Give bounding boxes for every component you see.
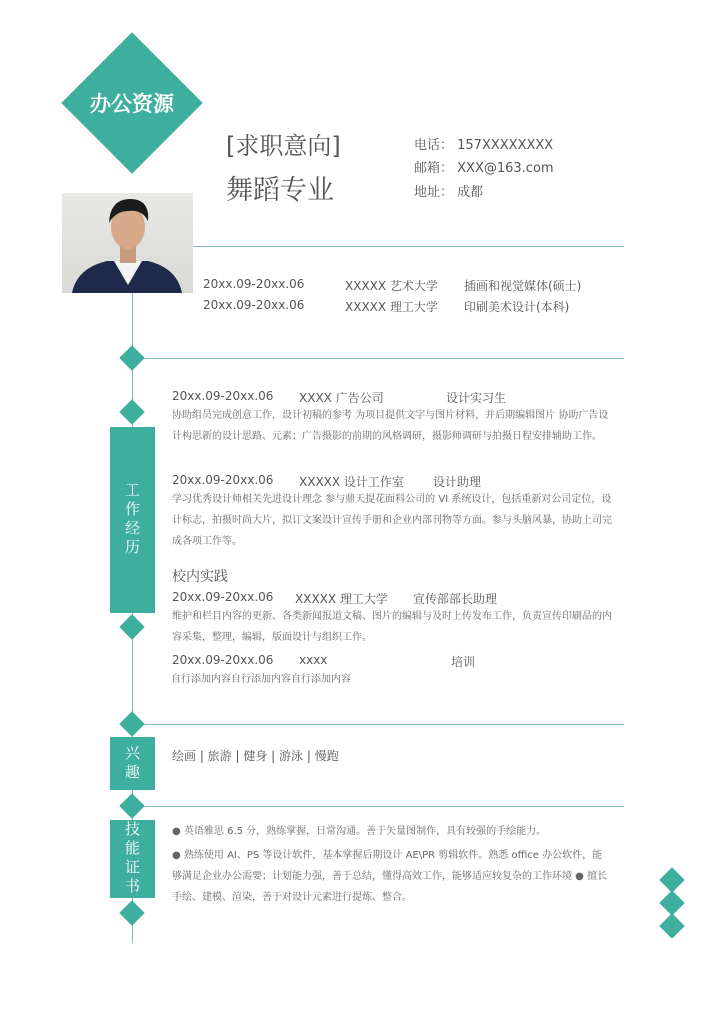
diamond-icon — [119, 711, 144, 736]
email: 邮箱： XXX@163.com — [414, 161, 554, 176]
campus-desc: 自行添加内容自行添加内容自行添加内容 — [171, 674, 351, 685]
interests-text: 绘画 | 旅游 | 健身 | 游泳 | 慢跑 — [172, 749, 339, 763]
major: 舞蹈专业 — [226, 175, 334, 206]
diamond-icon — [659, 867, 684, 892]
campus-role: 宣传部部长助理 — [413, 592, 498, 606]
work-org: XXXX 广告公司 — [299, 391, 384, 405]
campus-role: 培训 — [451, 655, 476, 669]
work-desc: 协助组员完成创意工作，设计初稿的参考 为项目提供文字与图片材料，并后期编辑图片 协助广告设计构思新的设计思路、元素；广告摄影的前期的风格调研，摄影师调研与拍摄日程安排辅助工作。 — [172, 410, 609, 442]
diamond-icon — [119, 793, 144, 818]
skills-line-1: ● 英语雅思 6.5 分，熟练掌握，日常沟通。善于矢量图制作，具有较强的手绘能力。 — [172, 826, 547, 837]
skills-line-2: ● 熟练使用 AI、PS 等设计软件，基本掌握后期设计 AE\PR 剪辑软件。熟悉 office 办公软件，能够满足企业办公需要；计划能力强，善于总结，懂得高效工作，能够适应较复杂的工作环境 ● 擅长手绘、建模、渲染，善于对设计元素进行提炼、整合。 — [172, 850, 608, 903]
divider — [140, 358, 624, 359]
diamond-icon — [659, 890, 684, 915]
campus-date: 20xx.09-20xx.06 — [172, 590, 274, 604]
divider — [140, 806, 624, 807]
campus-date: 20xx.09-20xx.06 — [172, 653, 274, 667]
diamond-icon — [119, 900, 144, 925]
diamond-icon — [119, 345, 144, 370]
phone: 电话： 157XXXXXXXX — [414, 138, 554, 153]
edu-degree: 印刷美术设计(本科) — [464, 300, 570, 314]
profile-photo — [62, 193, 193, 293]
campus-org: xxxx — [299, 653, 328, 667]
campus-org: XXXXX 理工大学 — [295, 592, 388, 606]
section-label-interests: 兴趣 — [110, 737, 155, 790]
edu-date: 20xx.09-20xx.06 — [203, 298, 305, 312]
section-label-work: 工作经历 — [110, 427, 155, 613]
edu-school: XXXXX 艺术大学 — [345, 279, 438, 293]
campus-desc: 维护和栏目内容的更新、各类新闻报道文稿、图片的编辑与及时上传发布工作，负责宣传印刷品的内容采集，整理，编辑，版面设计与组织工作。 — [172, 611, 612, 643]
person-portrait-icon — [62, 193, 193, 293]
job-intent-label: [求职意向] — [226, 132, 341, 160]
work-role: 设计实习生 — [446, 391, 507, 405]
address: 地址： 成都 — [414, 185, 484, 200]
diamond-icon — [659, 913, 684, 938]
edu-school: XXXXX 理工大学 — [345, 300, 438, 314]
divider — [140, 724, 624, 725]
edu-degree: 插画和视觉媒体(硕士) — [464, 279, 582, 293]
work-role: 设计助理 — [433, 475, 482, 489]
divider — [193, 246, 624, 247]
work-date: 20xx.09-20xx.06 — [172, 473, 274, 487]
logo-text: 办公资源 — [90, 91, 174, 116]
work-date: 20xx.09-20xx.06 — [172, 389, 274, 403]
campus-title: 校内实践 — [172, 569, 228, 585]
work-desc: 学习优秀设计师相关先进设计理念 参与鼎天提花面料公司的 VI 系统设计，包括重新对公司定位，设计标志，拍摄时尚大片，拟订文案设计宣传手册和企业内部刊物等方面。参与头脑风暴，协助上司完成各项工作等。 — [172, 494, 612, 547]
section-label-skills: 技能证书 — [110, 820, 155, 898]
diamond-icon — [119, 399, 144, 424]
work-org: XXXXX 设计工作室 — [299, 475, 404, 489]
diamond-icon — [119, 614, 144, 639]
edu-date: 20xx.09-20xx.06 — [203, 277, 305, 291]
